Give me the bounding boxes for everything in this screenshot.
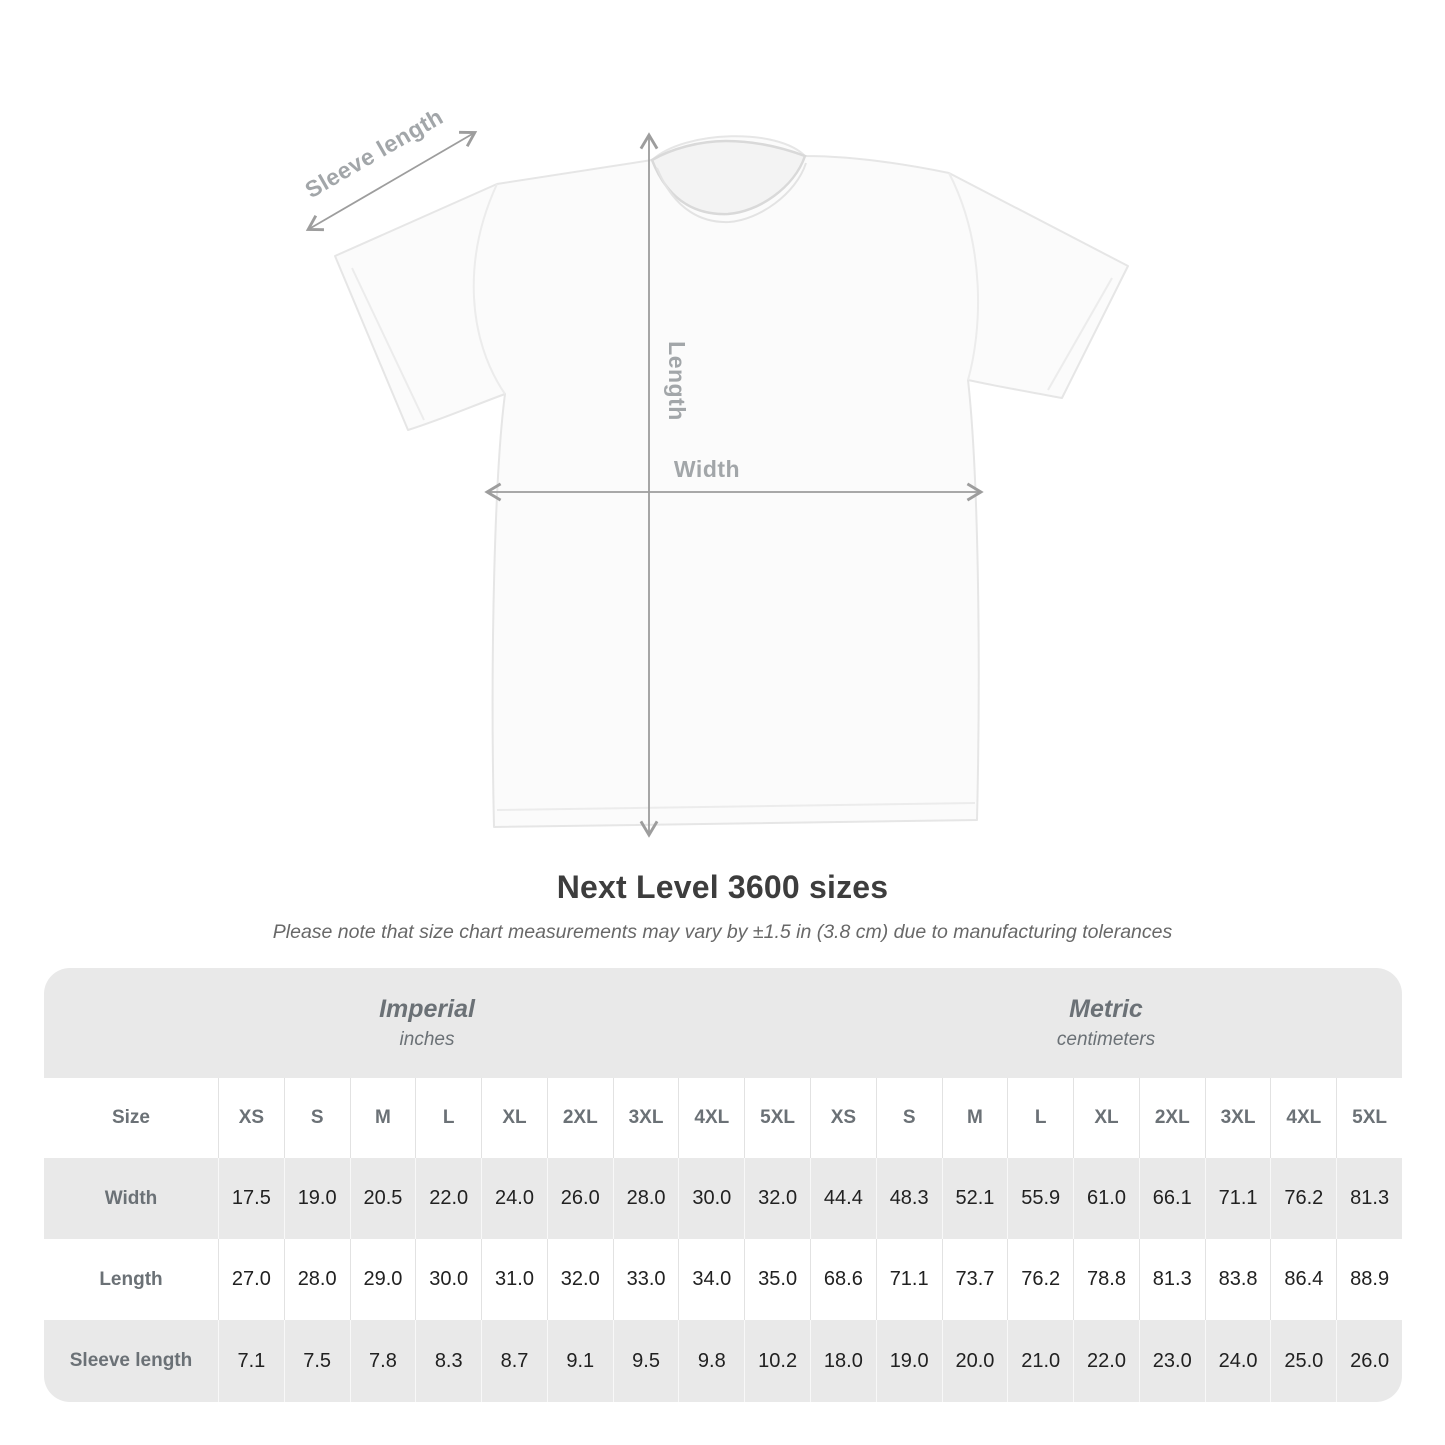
metric-label: Metric bbox=[1069, 995, 1143, 1023]
imperial-unit: inches bbox=[399, 1029, 455, 1050]
width-imperial-value: 28.0 bbox=[613, 1158, 679, 1239]
unit-group-header-row bbox=[44, 968, 1402, 1078]
length-metric-value: 81.3 bbox=[1139, 1239, 1205, 1320]
width-metric-value: 81.3 bbox=[1336, 1158, 1402, 1239]
width-metric-value: 61.0 bbox=[1073, 1158, 1139, 1239]
sleeve-length-metric-value: 19.0 bbox=[876, 1320, 942, 1402]
length-metric-value: 71.1 bbox=[876, 1239, 942, 1320]
size-table bbox=[44, 968, 1402, 1402]
size-header-metric-s: S bbox=[876, 1078, 942, 1158]
width-metric-value: 44.4 bbox=[810, 1158, 876, 1239]
tolerance-note: Please note that size chart measurements may vary by ±1.5 in (3.8 cm) due to manufacturing tolerances bbox=[272, 921, 1173, 943]
size-header-row bbox=[44, 1078, 1402, 1158]
size-header-imperial-m: M bbox=[350, 1078, 416, 1158]
sleeve-length-metric-value: 18.0 bbox=[810, 1320, 876, 1402]
sleeve-length-row bbox=[44, 1320, 1402, 1402]
size-header-metric-xl: XL bbox=[1073, 1078, 1139, 1158]
size-header-metric-5xl: 5XL bbox=[1336, 1078, 1402, 1158]
sleeve-length-metric-value: 22.0 bbox=[1073, 1320, 1139, 1402]
size-header-imperial-l: L bbox=[415, 1078, 481, 1158]
imperial-label: Imperial bbox=[379, 995, 475, 1023]
sleeve-length-imperial-value: 7.8 bbox=[350, 1320, 416, 1402]
width-metric-value: 55.9 bbox=[1007, 1158, 1073, 1239]
sleeve-length-imperial-value: 8.3 bbox=[415, 1320, 481, 1402]
length-metric-value: 86.4 bbox=[1270, 1239, 1336, 1320]
length-imperial-value: 35.0 bbox=[744, 1239, 810, 1320]
width-imperial-value: 26.0 bbox=[547, 1158, 613, 1239]
sleeve-length-metric-value: 24.0 bbox=[1205, 1320, 1271, 1402]
size-header-imperial-xs: XS bbox=[218, 1078, 284, 1158]
sleeve-length-metric-value: 20.0 bbox=[942, 1320, 1008, 1402]
length-metric-value: 88.9 bbox=[1336, 1239, 1402, 1320]
size-header-metric-2xl: 2XL bbox=[1139, 1078, 1205, 1158]
length-imperial-value: 28.0 bbox=[284, 1239, 350, 1320]
length-metric-value: 78.8 bbox=[1073, 1239, 1139, 1320]
sleeve-length-imperial-value: 8.7 bbox=[481, 1320, 547, 1402]
width-imperial-value: 32.0 bbox=[744, 1158, 810, 1239]
size-header-imperial-s: S bbox=[284, 1078, 350, 1158]
size-header-imperial-xl: XL bbox=[481, 1078, 547, 1158]
length-metric-value: 68.6 bbox=[810, 1239, 876, 1320]
sleeve-length-imperial-value: 9.5 bbox=[613, 1320, 679, 1402]
width-imperial-value: 19.0 bbox=[284, 1158, 350, 1239]
size-header-metric-4xl: 4XL bbox=[1270, 1078, 1336, 1158]
width-imperial-value: 20.5 bbox=[350, 1158, 416, 1239]
width-metric-value: 52.1 bbox=[942, 1158, 1008, 1239]
sleeve-length-imperial-value: 7.5 bbox=[284, 1320, 350, 1402]
width-metric-value: 48.3 bbox=[876, 1158, 942, 1239]
length-imperial-value: 32.0 bbox=[547, 1239, 613, 1320]
width-metric-value: 76.2 bbox=[1270, 1158, 1336, 1239]
width-metric-value: 66.1 bbox=[1139, 1158, 1205, 1239]
size-header-imperial-5xl: 5XL bbox=[744, 1078, 810, 1158]
row-label-sleeve-length: Sleeve length bbox=[69, 1350, 193, 1371]
length-imperial-value: 31.0 bbox=[481, 1239, 547, 1320]
row-label-length: Length bbox=[99, 1268, 163, 1290]
length-label: Length bbox=[664, 341, 690, 421]
length-imperial-value: 27.0 bbox=[218, 1239, 284, 1320]
row-label-width: Width bbox=[104, 1187, 158, 1209]
sleeve-length-imperial-value: 9.8 bbox=[678, 1320, 744, 1402]
width-imperial-value: 17.5 bbox=[218, 1158, 284, 1239]
page-title: Next Level 3600 sizes bbox=[556, 869, 889, 905]
size-header-imperial-3xl: 3XL bbox=[613, 1078, 679, 1158]
sleeve-length-metric-value: 25.0 bbox=[1270, 1320, 1336, 1402]
width-row bbox=[44, 1158, 1402, 1239]
size-header-imperial-4xl: 4XL bbox=[678, 1078, 744, 1158]
size-header-metric-m: M bbox=[942, 1078, 1008, 1158]
sleeve-length-imperial-value: 9.1 bbox=[547, 1320, 613, 1402]
width-label: Width bbox=[673, 456, 741, 482]
metric-unit: centimeters bbox=[1056, 1029, 1156, 1050]
width-metric-value: 71.1 bbox=[1205, 1158, 1271, 1239]
size-header-imperial-2xl: 2XL bbox=[547, 1078, 613, 1158]
length-imperial-value: 34.0 bbox=[678, 1239, 744, 1320]
size-header-metric-xs: XS bbox=[810, 1078, 876, 1158]
sleeve-length-imperial-value: 10.2 bbox=[744, 1320, 810, 1402]
sleeve-length-imperial-value: 7.1 bbox=[218, 1320, 284, 1402]
sleeve-length-metric-value: 23.0 bbox=[1139, 1320, 1205, 1402]
length-imperial-value: 33.0 bbox=[613, 1239, 679, 1320]
length-imperial-value: 30.0 bbox=[415, 1239, 481, 1320]
size-header-metric-l: L bbox=[1007, 1078, 1073, 1158]
sleeve-length-label: Sleeve length bbox=[300, 103, 448, 204]
length-imperial-value: 29.0 bbox=[350, 1239, 416, 1320]
imperial-group-header bbox=[44, 968, 810, 1078]
width-imperial-value: 24.0 bbox=[481, 1158, 547, 1239]
width-imperial-value: 22.0 bbox=[415, 1158, 481, 1239]
sleeve-length-metric-value: 21.0 bbox=[1007, 1320, 1073, 1402]
metric-group-header bbox=[810, 968, 1402, 1078]
length-metric-value: 83.8 bbox=[1205, 1239, 1271, 1320]
width-imperial-value: 30.0 bbox=[678, 1158, 744, 1239]
length-row bbox=[44, 1239, 1402, 1320]
size-header-metric-3xl: 3XL bbox=[1205, 1078, 1271, 1158]
length-metric-value: 76.2 bbox=[1007, 1239, 1073, 1320]
size-corner-header: Size bbox=[111, 1107, 151, 1128]
length-metric-value: 73.7 bbox=[942, 1239, 1008, 1320]
sleeve-length-metric-value: 26.0 bbox=[1336, 1320, 1402, 1402]
